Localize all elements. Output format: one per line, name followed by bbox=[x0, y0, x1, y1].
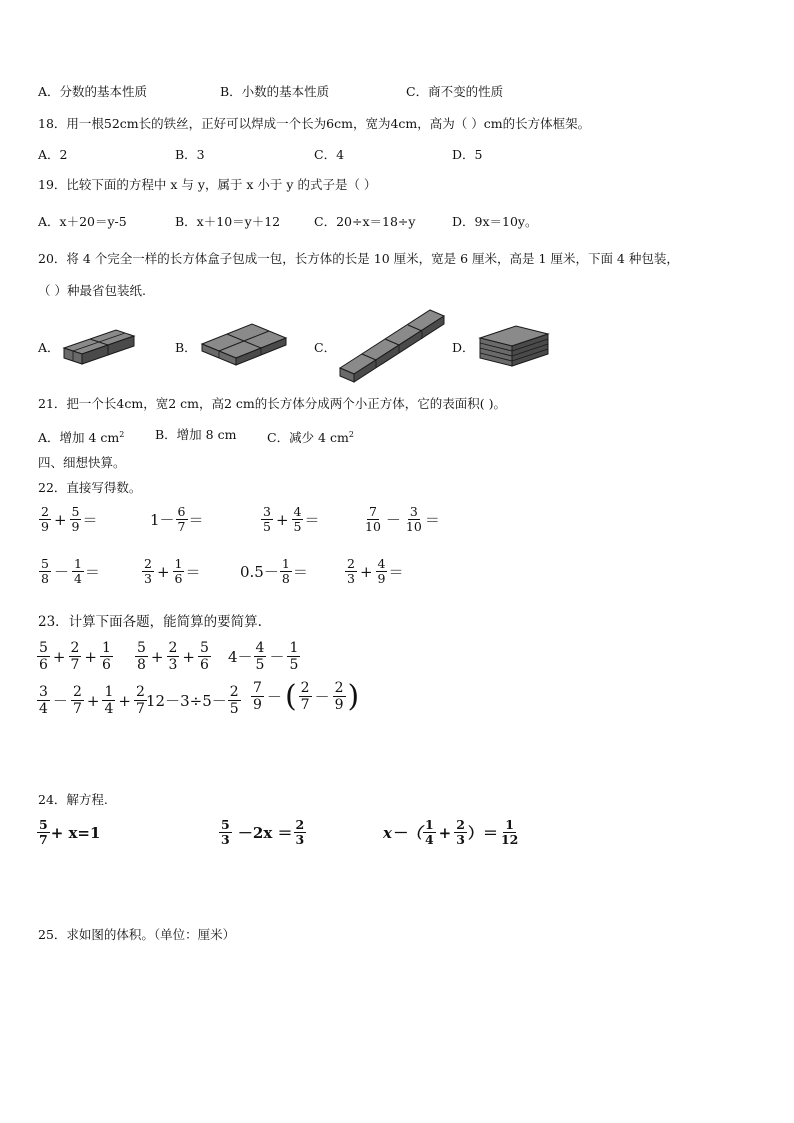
q17-option-a: A．分数的基本性质 bbox=[38, 84, 148, 99]
q23-calc-4 bbox=[36, 684, 148, 717]
q23-c4-den4: 7 bbox=[135, 701, 145, 717]
q22-e3-op: + bbox=[275, 510, 289, 529]
q22-e3-num2: 4 bbox=[293, 504, 302, 519]
q20-option-b-figure bbox=[200, 318, 290, 366]
q24-eq1-den: 7 bbox=[39, 832, 48, 847]
q23-c1-op2: + bbox=[84, 647, 97, 666]
q23-c4-op3: + bbox=[118, 691, 131, 710]
q22-expr-6 bbox=[141, 557, 201, 586]
q24-stem: 24．解方程. bbox=[38, 792, 108, 807]
q23-c3-num2: 1 bbox=[289, 640, 299, 656]
q22-e2-eq: ＝ bbox=[188, 511, 204, 529]
q22-e4-eq: ＝ bbox=[424, 511, 440, 529]
q23-c3-den2: 5 bbox=[289, 657, 299, 673]
q22-e1-eq: ＝ bbox=[82, 511, 98, 529]
q24-eq3-close: ）＝ bbox=[467, 824, 498, 842]
q23-c2-num2: 2 bbox=[168, 640, 178, 656]
q23-calc-5 bbox=[146, 684, 242, 717]
q22-e7-num: 1 bbox=[281, 556, 290, 571]
q22-e3-den1: 5 bbox=[263, 519, 271, 534]
q22-e5-eq: ＝ bbox=[84, 563, 100, 581]
q23-c1-den2: 7 bbox=[70, 657, 80, 673]
q22-stem: 22．直接写得数。 bbox=[38, 480, 142, 495]
q23-c4-num4: 2 bbox=[135, 684, 145, 700]
q23-c2-num1: 5 bbox=[137, 640, 146, 656]
q17-option-b: B．小数的基本性质 bbox=[220, 84, 330, 99]
q20-option-d-figure bbox=[476, 322, 552, 370]
q17-option-c: C．商不变的性质 bbox=[406, 84, 504, 99]
q23-c3-num1: 4 bbox=[255, 640, 265, 656]
q18-stem: 18．用一根52cm长的铁丝，正好可以焊成一个长为6cm，宽为4cm，高为（ ）cm的长方体框架。 bbox=[38, 116, 591, 131]
q22-e1-num2: 5 bbox=[71, 504, 80, 519]
q20-option-a-label: A． bbox=[38, 340, 60, 355]
q18-option-a: A．2 bbox=[38, 147, 68, 162]
q22-e6-op: + bbox=[156, 562, 170, 581]
q21-option-b: B．增加 8 cm bbox=[155, 427, 237, 442]
q21-option-a-sup: 2 bbox=[119, 430, 125, 439]
q23-c4-den3: 4 bbox=[104, 701, 114, 717]
q23-calc-3 bbox=[228, 640, 301, 673]
q22-e5-op: － bbox=[53, 563, 69, 581]
q22-e6-num1: 2 bbox=[144, 556, 152, 571]
q20-option-b-label: B． bbox=[175, 340, 197, 355]
q23-stem: 23．计算下面各题，能简算的要简算. bbox=[38, 614, 262, 630]
q22-e8-den1: 3 bbox=[347, 571, 355, 586]
q21-stem: 21．把一个长4cm，宽2 cm，高2 cm的长方体分成两个小正方体，它的表面积( )。 bbox=[38, 396, 507, 411]
q24-eq3-op: + bbox=[438, 823, 452, 842]
q23-c1-num3: 1 bbox=[102, 640, 111, 656]
q23-c1-num2: 2 bbox=[70, 640, 80, 656]
q22-e8-op: + bbox=[359, 562, 373, 581]
q19-option-b: B．x＋10＝y＋12 bbox=[175, 214, 281, 229]
q23-c4-op2: + bbox=[86, 691, 100, 710]
q19-stem: 19．比较下面的方程中 x 与 y，属于 x 小于 y 的式子是（ ） bbox=[38, 177, 377, 192]
q20-stem-line1: 20．将 4 个完全一样的长方体盒子包成一包，长方体的长是 10 厘米，宽是 6 厘米，高是 1 厘米，下面 4 种包装， bbox=[38, 251, 679, 266]
q22-e4-num1: 7 bbox=[368, 504, 377, 519]
q22-e2-num: 6 bbox=[177, 504, 186, 519]
q23-c6-den3: 9 bbox=[334, 697, 344, 713]
q19-option-d: D．9x＝10y。 bbox=[452, 214, 538, 229]
q23-c2-op2: + bbox=[182, 647, 195, 666]
q21-option-a-text: A．增加 4 cm bbox=[38, 430, 120, 446]
q24-eq3-lead: x－（ bbox=[383, 824, 422, 842]
q24-equation-2 bbox=[218, 818, 307, 847]
q22-e2-den: 7 bbox=[177, 519, 186, 534]
q23-c1-op1: + bbox=[52, 647, 66, 666]
q24-eq2-den2: 3 bbox=[295, 832, 305, 847]
q24-eq2-mid: －2x ＝ bbox=[232, 824, 293, 842]
q24-equation-3 bbox=[383, 818, 521, 847]
q22-e3-num1: 3 bbox=[263, 504, 271, 519]
q22-e7-eq: ＝ bbox=[292, 563, 308, 581]
q24-eq3-den3: 12 bbox=[500, 832, 519, 847]
q22-e3-den2: 5 bbox=[293, 519, 302, 534]
q22-e8-den2: 9 bbox=[377, 571, 386, 586]
q22-e5-num2: 1 bbox=[73, 556, 82, 571]
q19-option-a: A．x＋20＝y-5 bbox=[38, 214, 127, 229]
q23-c6-right-paren: ) bbox=[347, 678, 360, 714]
q22-e4-den2: 10 bbox=[405, 519, 422, 534]
q24-eq3-num2: 2 bbox=[456, 817, 465, 832]
q22-e5-den2: 4 bbox=[73, 571, 82, 586]
q24-eq3-num3: 1 bbox=[505, 817, 514, 832]
q23-c6-num1: 7 bbox=[253, 680, 262, 696]
q23-c4-num1: 3 bbox=[39, 684, 48, 700]
q24-eq3-den1: 4 bbox=[424, 832, 434, 847]
q22-e4-op: － bbox=[385, 511, 401, 529]
q21-option-c bbox=[267, 427, 354, 446]
q23-c2-num3: 5 bbox=[200, 640, 209, 656]
q22-e1-op: + bbox=[53, 510, 67, 529]
q23-c4-num2: 2 bbox=[72, 684, 82, 700]
q22-e6-den1: 3 bbox=[144, 571, 152, 586]
q22-e7-lead: 0.5－ bbox=[240, 563, 279, 581]
q23-c6-den2: 7 bbox=[300, 697, 310, 713]
q23-calc-2 bbox=[134, 640, 212, 673]
q25-stem: 25．求如图的体积。（单位：厘米） bbox=[38, 927, 236, 942]
q24-eq3-num1: 1 bbox=[424, 817, 434, 832]
q24-eq2-num1: 5 bbox=[221, 817, 230, 832]
q22-e8-num1: 2 bbox=[347, 556, 355, 571]
q20-option-a-figure bbox=[62, 318, 138, 366]
q23-c2-op1: + bbox=[150, 647, 164, 666]
q22-expr-4 bbox=[362, 505, 440, 534]
q23-c6-op2: － bbox=[314, 688, 330, 706]
q23-c5-num: 2 bbox=[229, 684, 239, 700]
q23-c4-op1: － bbox=[52, 692, 68, 710]
q23-c6-den1: 9 bbox=[253, 697, 262, 713]
q22-e1-num1: 2 bbox=[41, 504, 49, 519]
q22-expr-5 bbox=[38, 557, 100, 586]
q23-calc-1 bbox=[36, 640, 114, 673]
q23-c3-lead: 4－ bbox=[228, 648, 253, 666]
q22-e6-eq: ＝ bbox=[185, 563, 201, 581]
q23-c6-left-paren: ( bbox=[284, 678, 297, 714]
q22-e4-num2: 3 bbox=[409, 504, 418, 519]
q23-c5-den: 5 bbox=[229, 701, 239, 717]
q24-equation-1 bbox=[36, 818, 100, 847]
q22-e6-num2: 1 bbox=[174, 556, 183, 571]
q23-c6-op1: － bbox=[266, 688, 282, 706]
q23-c4-den1: 4 bbox=[39, 701, 48, 717]
q22-e5-num1: 5 bbox=[41, 556, 49, 571]
q24-eq2-den1: 3 bbox=[221, 832, 230, 847]
q24-eq2-num2: 2 bbox=[295, 817, 305, 832]
q20-option-c-label: C． bbox=[314, 340, 337, 355]
q18-option-c: C．4 bbox=[314, 147, 345, 162]
q23-c5-lead: 12－3÷5－ bbox=[146, 692, 227, 710]
q23-c6-num2: 2 bbox=[300, 680, 310, 696]
q22-expr-8 bbox=[344, 557, 404, 586]
q23-c1-den3: 6 bbox=[102, 657, 111, 673]
q22-e4-den1: 10 bbox=[365, 519, 381, 534]
q23-c6-num3: 2 bbox=[334, 680, 344, 696]
q22-e1-den1: 9 bbox=[41, 519, 49, 534]
q22-e2-lead: 1－ bbox=[150, 511, 175, 529]
q22-e8-eq: ＝ bbox=[388, 563, 404, 581]
q23-c2-den3: 6 bbox=[200, 657, 209, 673]
q22-e3-eq: ＝ bbox=[304, 511, 320, 529]
q23-c4-num3: 1 bbox=[104, 684, 114, 700]
q18-option-b: B．3 bbox=[175, 147, 205, 162]
q21-option-c-text: C．减少 4 cm bbox=[267, 430, 349, 446]
q18-option-d: D．5 bbox=[452, 147, 483, 162]
q20-stem-line2: （ ）种最省包装纸. bbox=[38, 283, 146, 298]
q20-option-c-figure bbox=[338, 308, 448, 384]
q22-expr-7 bbox=[240, 557, 308, 586]
q23-c2-den2: 3 bbox=[168, 657, 178, 673]
q21-option-a bbox=[38, 427, 124, 446]
q20-option-d-label: D． bbox=[452, 340, 475, 355]
q21-option-c-sup: 2 bbox=[348, 430, 354, 439]
q22-e6-den2: 6 bbox=[174, 571, 183, 586]
q22-e1-den2: 9 bbox=[71, 519, 80, 534]
q24-eq3-den2: 3 bbox=[456, 832, 465, 847]
q23-c2-den1: 8 bbox=[137, 657, 146, 673]
q22-expr-2 bbox=[150, 505, 204, 534]
q23-c1-num1: 5 bbox=[39, 640, 48, 656]
q19-option-c: C．20÷x＝18÷y bbox=[314, 214, 416, 229]
section-4-heading: 四、细想快算。 bbox=[38, 455, 126, 470]
q23-c3-op1: － bbox=[269, 648, 285, 666]
q23-c3-den1: 5 bbox=[255, 657, 265, 673]
q22-expr-3 bbox=[260, 505, 320, 534]
q23-c4-den2: 7 bbox=[72, 701, 82, 717]
q24-eq1-rest: + x=1 bbox=[50, 823, 101, 842]
q22-e7-den: 8 bbox=[281, 571, 290, 586]
q23-c1-den1: 6 bbox=[39, 657, 48, 673]
q24-eq1-num: 5 bbox=[39, 817, 48, 832]
q22-e5-den1: 8 bbox=[41, 571, 49, 586]
q22-expr-1 bbox=[38, 505, 98, 534]
q22-e8-num2: 4 bbox=[377, 556, 386, 571]
q23-calc-6 bbox=[250, 680, 360, 713]
